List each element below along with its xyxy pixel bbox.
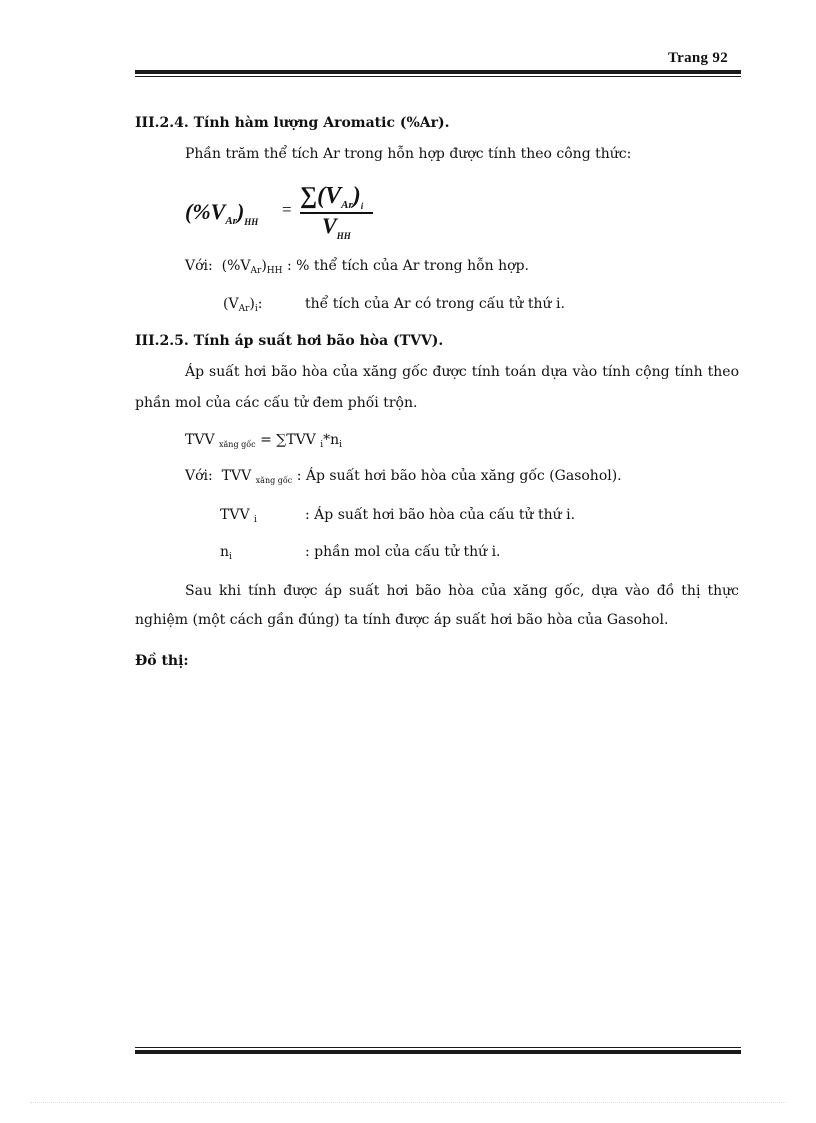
tvv-def-1: Với: TVV $_{xăng gốc}$ : Áp suất hơi bão hòa của xăng gốc (Gasohol). (185, 468, 622, 485)
tvv-paragraph-line-2: phần mol của các cấu tử đem phối trộn. (135, 395, 418, 411)
tvv-equation: TVV $_{xăng gốc}$ = ∑TVV $_i*n_i$ (185, 432, 343, 450)
aromatic-intro-text: Phần trăm thể tích Ar trong hỗn hợp được tính theo công thức: (185, 146, 632, 162)
header-rule (135, 70, 741, 77)
section-heading-tvv: III.2.5. Tính áp suất hơi bão hòa (TVV). (135, 333, 444, 349)
tvv-def-2-term: TVV $_i$ (220, 507, 257, 525)
footer-rule (135, 1047, 741, 1054)
aromatic-def-1: Với: $(\%V_{Ar})_{HH}$ : % thể tích của Ar trong hỗn hợp. (185, 258, 529, 276)
formula-lhs: $(\%V_{Ar})_{HH}$ (185, 199, 259, 227)
formula-equals: = (282, 200, 292, 219)
aromatic-def-2-text: thể tích của Ar có trong cấu tử thứ i. (305, 296, 565, 312)
tvv-paragraph2-line-1: Sau khi tính được áp suất hơi bão hòa của xăng gốc, dựa vào đồ thị thực (185, 583, 739, 599)
tvv-def-2-text: : Áp suất hơi bão hòa của cấu tử thứ i. (305, 507, 576, 523)
tvv-def-3-text: : phần mol của cấu tử thứ i. (305, 544, 501, 560)
page-bottom-edge (30, 1102, 786, 1103)
graph-label: Đồ thị: (135, 653, 189, 669)
page-number: Trang 92 (667, 50, 728, 66)
section-heading-aromatic: III.2.4. Tính hàm lượng Aromatic (%Ar). (135, 115, 450, 131)
aromatic-formula (185, 183, 385, 241)
tvv-paragraph2-line-2: nghiệm (một cách gần đúng) ta tính được áp suất hơi bão hòa của Gasohol. (135, 612, 669, 628)
formula-denominator: $V_{HH}$ (322, 213, 351, 241)
formula-numerator: $\sum(V_{Ar})_i$ (300, 183, 364, 211)
aromatic-def-2: $(V_{Ar})_i$: (223, 296, 263, 314)
tvv-def-3-term: $n_i$ (220, 544, 232, 562)
tvv-paragraph-line-1: Áp suất hơi bão hòa của xăng gốc được tính toán dựa vào tính cộng tính theo (185, 364, 739, 380)
